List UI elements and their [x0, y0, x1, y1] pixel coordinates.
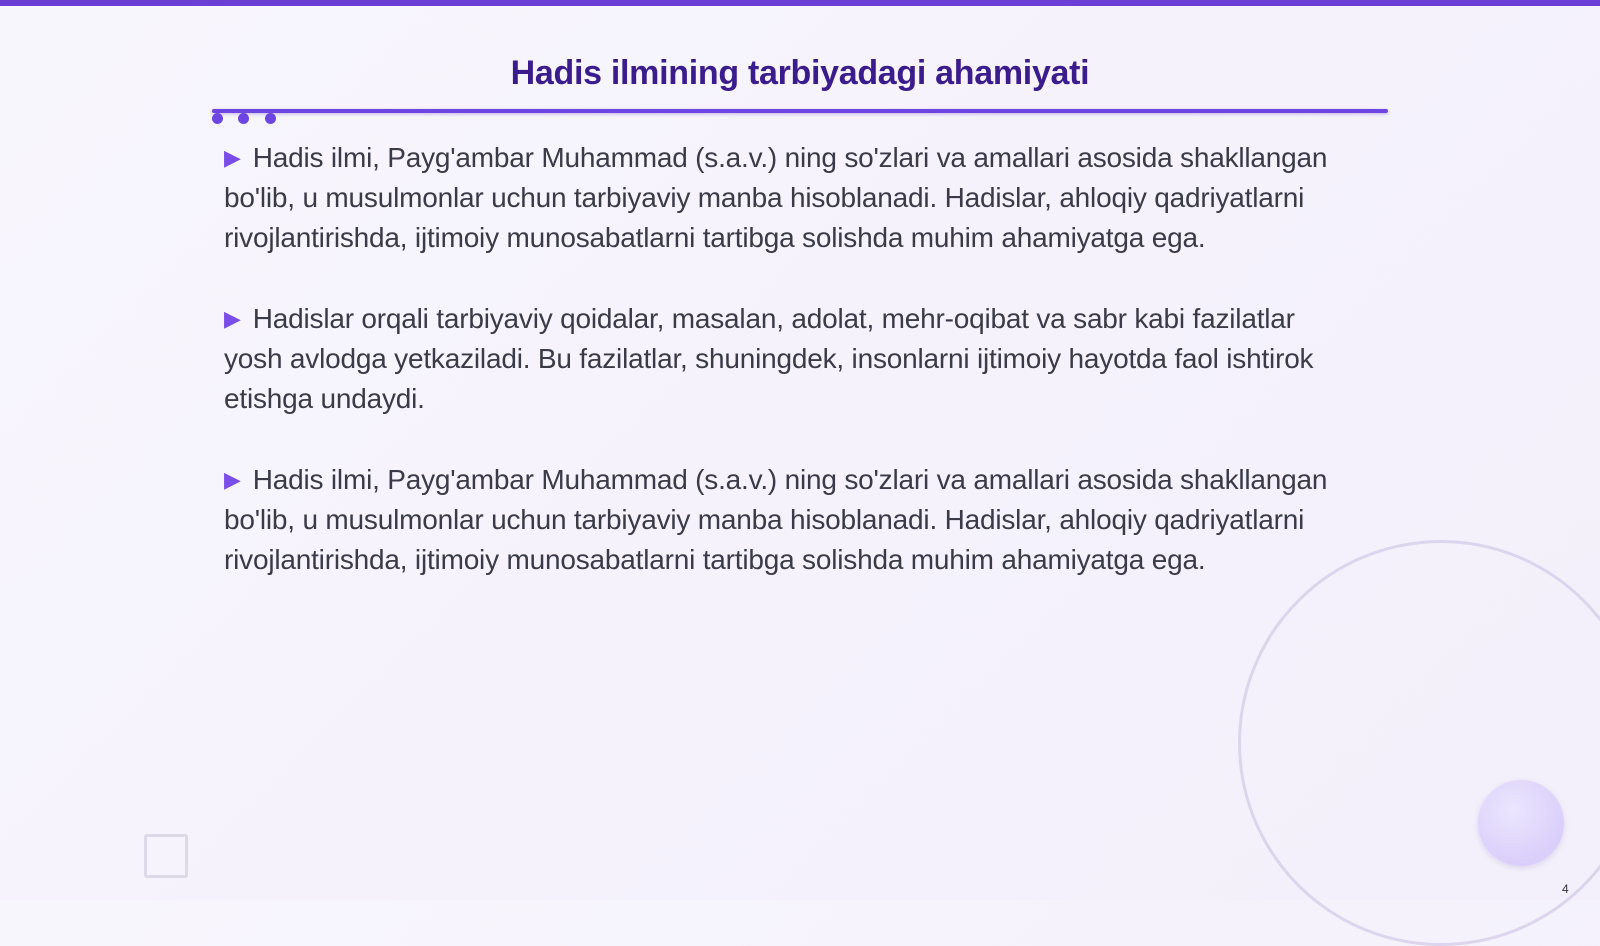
bullet-text: Hadislar orqali tarbiyaviy qoidalar, masalan, adolat, mehr-oqibat va sabr kabi fazilatlar yosh avlodga yetkaziladi. Bu fazilatlar, shuningdek, insonlarni ijtimoiy hayotda faol ishtirok etishga undaydi. [224, 303, 1314, 414]
bullet-item [224, 138, 1344, 258]
bullet-list [224, 138, 1344, 621]
page-number: 4 [1562, 882, 1569, 896]
decorative-dot [212, 113, 223, 124]
decorative-dot [238, 113, 249, 124]
decorative-dot [265, 113, 276, 124]
top-accent-bar [0, 0, 1600, 6]
triangle-right-icon: ▶ [224, 306, 241, 331]
triangle-right-icon: ▶ [224, 467, 241, 492]
decorative-circle [1478, 780, 1564, 866]
bullet-text: Hadis ilmi, Payg'ambar Muhammad (s.a.v.) ning so'zlari va amallari asosida shakllangan bo'lib, u musulmonlar uchun tarbiyaviy manba hisoblanadi. Hadislar, ahloqiy qadriyatlarni rivojlantirishda, ijtimoiy munosabatlarni tartibga solishda muhim ahamiyatga ega. [224, 142, 1328, 253]
title-underline [212, 109, 1388, 113]
bullet-text: Hadis ilmi, Payg'ambar Muhammad (s.a.v.) ning so'zlari va amallari asosida shakllangan bo'lib, u musulmonlar uchun tarbiyaviy manba hisoblanadi. Hadislar, ahloqiy qadriyatlarni rivojlantirishda, ijtimoiy munosabatlarni tartibga solishda muhim ahamiyatga ega. [224, 464, 1328, 575]
triangle-right-icon: ▶ [224, 145, 241, 170]
slide-title: Hadis ilmining tarbiyadagi ahamiyati [510, 54, 1090, 92]
bullet-item [224, 460, 1344, 580]
decorative-square [144, 834, 188, 878]
bullet-item [224, 299, 1344, 419]
